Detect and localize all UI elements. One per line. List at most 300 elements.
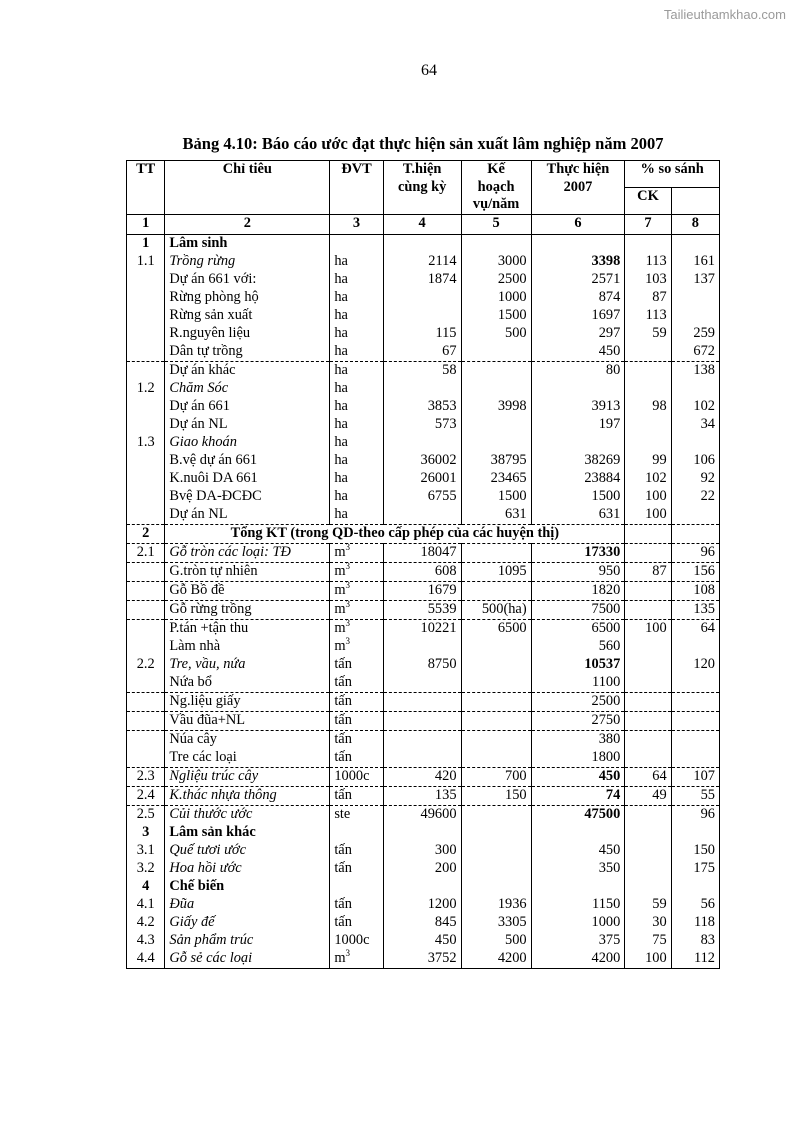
row-tt — [127, 581, 165, 600]
row-tt: 2 — [127, 524, 165, 543]
row-ck: 75 — [625, 932, 671, 950]
row-same-period: 18047 — [383, 543, 461, 562]
row-actual-2007 — [531, 434, 625, 452]
row-indicator: Vầu đũa+NL — [165, 711, 330, 730]
row-unit — [330, 543, 383, 562]
row-plan: 38795 — [461, 452, 531, 470]
row-pct: 137 — [671, 271, 719, 289]
row-unit-sup: 3 — [345, 541, 351, 552]
row-unit-text: m — [334, 637, 346, 654]
row-indicator: Dự án 661 với: — [165, 271, 330, 289]
row-actual-2007: 1697 — [531, 307, 625, 325]
row-indicator: Củi thước ước — [165, 805, 330, 824]
row-unit-text: m — [334, 581, 346, 598]
row-same-period: 3752 — [383, 950, 461, 969]
row-pct — [671, 434, 719, 452]
row-actual-2007 — [531, 380, 625, 398]
col-number: 3 — [330, 214, 383, 234]
row-unit — [330, 488, 383, 506]
col-number: 5 — [461, 214, 531, 234]
row-unit — [330, 674, 383, 693]
header-ke-hoach-line: vụ/năm — [472, 196, 520, 213]
row-unit — [330, 619, 383, 638]
table-row — [127, 271, 720, 289]
row-ck — [625, 543, 671, 562]
row-unit-text: ha — [334, 288, 348, 305]
row-unit-sup: 3 — [345, 579, 351, 590]
row-pct — [671, 692, 719, 711]
row-tt: 3.2 — [127, 860, 165, 878]
row-unit — [330, 656, 383, 674]
row-same-period — [383, 307, 461, 325]
header-chi-tieu: Chỉ tiêu — [165, 161, 330, 215]
row-plan — [461, 656, 531, 674]
row-indicator: Gỗ tròn các loại: TĐ — [165, 543, 330, 562]
table-row — [127, 434, 720, 452]
row-same-period: 135 — [383, 786, 461, 805]
row-tt — [127, 638, 165, 656]
row-ck — [625, 656, 671, 674]
table-row — [127, 805, 720, 824]
row-actual-2007: 560 — [531, 638, 625, 656]
row-actual-2007: 2571 — [531, 271, 625, 289]
row-actual-2007: 10537 — [531, 656, 625, 674]
row-pct: 92 — [671, 470, 719, 488]
row-unit — [330, 600, 383, 619]
row-unit — [330, 805, 383, 824]
table-row — [127, 950, 720, 969]
row-tt — [127, 619, 165, 638]
row-actual-2007: 350 — [531, 860, 625, 878]
row-pct — [671, 506, 719, 525]
row-pct — [671, 824, 719, 842]
table-body — [127, 234, 720, 968]
header-col8 — [671, 187, 719, 214]
table-row — [127, 674, 720, 693]
row-plan — [461, 416, 531, 434]
row-ck — [625, 380, 671, 398]
table-row — [127, 767, 720, 786]
row-tt — [127, 562, 165, 581]
table-row — [127, 524, 720, 543]
row-unit-text: ha — [334, 487, 348, 504]
row-indicator: Đũa — [165, 896, 330, 914]
table-row — [127, 692, 720, 711]
row-actual-2007: 380 — [531, 730, 625, 749]
row-ck — [625, 842, 671, 860]
row-actual-2007: 297 — [531, 325, 625, 343]
row-pct — [671, 638, 719, 656]
row-same-period — [383, 434, 461, 452]
row-pct — [671, 674, 719, 693]
row-tt — [127, 488, 165, 506]
row-ck: 87 — [625, 289, 671, 307]
row-plan: 1936 — [461, 896, 531, 914]
row-plan: 1095 — [461, 562, 531, 581]
row-plan: 700 — [461, 767, 531, 786]
row-ck — [625, 581, 671, 600]
row-unit-sup: 3 — [345, 947, 351, 958]
col-number: 8 — [671, 214, 719, 234]
row-ck — [625, 416, 671, 434]
row-unit-sup: 3 — [345, 635, 351, 646]
row-ck: 102 — [625, 470, 671, 488]
row-indicator: Rừng sản xuất — [165, 307, 330, 325]
row-pct — [671, 711, 719, 730]
row-same-period: 3853 — [383, 398, 461, 416]
header-ke-hoach-line: Kế — [487, 161, 505, 177]
row-pct: 107 — [671, 767, 719, 786]
table-row — [127, 470, 720, 488]
row-unit — [330, 307, 383, 325]
row-same-period: 608 — [383, 562, 461, 581]
row-actual-2007: 1150 — [531, 896, 625, 914]
row-plan: 1500 — [461, 307, 531, 325]
table-caption: Bảng 4.10: Báo cáo ước đạt thực hiện sản xuất lâm nghiệp năm 2007 — [182, 134, 664, 153]
row-plan: 500 — [461, 932, 531, 950]
row-same-period — [383, 674, 461, 693]
row-same-period — [383, 380, 461, 398]
row-ck: 113 — [625, 307, 671, 325]
table-row — [127, 824, 720, 842]
row-ck — [625, 878, 671, 896]
row-unit — [330, 932, 383, 950]
table-row — [127, 730, 720, 749]
row-ck — [625, 749, 671, 768]
row-plan — [461, 730, 531, 749]
row-tt — [127, 749, 165, 768]
row-tt: 4.1 — [127, 896, 165, 914]
row-ck: 87 — [625, 562, 671, 581]
row-actual-2007: 1000 — [531, 914, 625, 932]
row-same-period — [383, 289, 461, 307]
row-unit-text: ha — [334, 379, 348, 396]
row-actual-2007: 6500 — [531, 619, 625, 638]
row-ck: 113 — [625, 253, 671, 271]
row-same-period: 420 — [383, 767, 461, 786]
row-actual-2007: 1820 — [531, 581, 625, 600]
row-same-period: 49600 — [383, 805, 461, 824]
row-actual-2007: 2500 — [531, 692, 625, 711]
row-tt — [127, 600, 165, 619]
row-actual-2007: 197 — [531, 416, 625, 434]
row-unit — [330, 878, 383, 896]
row-tt — [127, 361, 165, 380]
row-indicator: Quế tươi ước — [165, 842, 330, 860]
row-pct — [671, 730, 719, 749]
row-actual-2007: 38269 — [531, 452, 625, 470]
row-unit-text: tấn — [334, 913, 352, 930]
row-same-period: 67 — [383, 343, 461, 362]
row-tt: 3.1 — [127, 842, 165, 860]
row-indicator: B.vệ dự án 661 — [165, 452, 330, 470]
row-unit-text: tấn — [334, 748, 352, 765]
row-unit — [330, 860, 383, 878]
row-same-period: 8750 — [383, 656, 461, 674]
col-number: 2 — [165, 214, 330, 234]
row-tt: 2.2 — [127, 656, 165, 674]
row-actual-2007: 47500 — [531, 805, 625, 824]
row-plan — [461, 234, 531, 253]
row-same-period — [383, 234, 461, 253]
header-ke-hoach — [461, 161, 531, 215]
row-same-period: 1874 — [383, 271, 461, 289]
row-pct: 156 — [671, 562, 719, 581]
row-ck: 59 — [625, 896, 671, 914]
row-indicator: Gỗ Bồ đề — [165, 581, 330, 600]
row-ck — [625, 674, 671, 693]
row-plan: 150 — [461, 786, 531, 805]
row-plan — [461, 434, 531, 452]
row-ck — [625, 860, 671, 878]
row-plan: 4200 — [461, 950, 531, 969]
row-plan: 500(ha) — [461, 600, 531, 619]
table-row — [127, 289, 720, 307]
row-plan: 1500 — [461, 488, 531, 506]
row-tt: 2.1 — [127, 543, 165, 562]
row-actual-2007: 450 — [531, 842, 625, 860]
row-plan — [461, 380, 531, 398]
row-tt — [127, 398, 165, 416]
row-unit-text: ste — [334, 805, 351, 822]
row-pct: 150 — [671, 842, 719, 860]
row-ck: 100 — [625, 950, 671, 969]
row-same-period — [383, 506, 461, 525]
table-row — [127, 749, 720, 768]
row-unit-text: tấn — [334, 786, 352, 803]
table-row — [127, 842, 720, 860]
page-number: 64 — [421, 62, 437, 79]
row-unit — [330, 786, 383, 805]
row-pct: 83 — [671, 932, 719, 950]
row-ck — [625, 600, 671, 619]
row-same-period: 26001 — [383, 470, 461, 488]
header-tt: TT — [127, 161, 165, 215]
row-indicator: Giao khoán — [165, 434, 330, 452]
row-ck: 103 — [625, 271, 671, 289]
row-same-period: 300 — [383, 842, 461, 860]
row-actual-2007: 17330 — [531, 543, 625, 562]
row-plan — [461, 674, 531, 693]
row-tt: 1 — [127, 234, 165, 253]
row-unit — [330, 398, 383, 416]
table-row — [127, 543, 720, 562]
row-ck: 49 — [625, 786, 671, 805]
row-same-period: 115 — [383, 325, 461, 343]
table-row — [127, 786, 720, 805]
row-actual-2007: 1100 — [531, 674, 625, 693]
row-same-period: 200 — [383, 860, 461, 878]
row-pct: 175 — [671, 860, 719, 878]
row-plan: 1000 — [461, 289, 531, 307]
row-pct — [671, 749, 719, 768]
row-unit-text: tấn — [334, 711, 352, 728]
row-unit-text: ha — [334, 324, 348, 341]
row-unit-text: ha — [334, 342, 348, 359]
row-unit-text: ha — [334, 433, 348, 450]
row-unit — [330, 947, 383, 969]
row-actual-2007: 3398 — [531, 253, 625, 271]
row-pct — [671, 307, 719, 325]
row-unit-text: tấn — [334, 673, 352, 690]
row-indicator: Gỗ rừng trồng — [165, 600, 330, 619]
row-unit — [330, 361, 383, 380]
row-indicator: K.nuôi DA 661 — [165, 470, 330, 488]
table-row — [127, 398, 720, 416]
header-ck: CK — [625, 187, 671, 214]
row-ck — [625, 692, 671, 711]
table-row — [127, 506, 720, 525]
row-tt — [127, 452, 165, 470]
row-unit-text: ha — [334, 469, 348, 486]
row-ck: 100 — [625, 506, 671, 525]
row-actual-2007: 450 — [531, 767, 625, 786]
row-indicator: Rừng phòng hộ — [165, 289, 330, 307]
row-indicator: Bvệ DA-ĐCĐC — [165, 488, 330, 506]
row-pct: 118 — [671, 914, 719, 932]
row-plan — [461, 692, 531, 711]
row-plan — [461, 581, 531, 600]
row-plan — [461, 824, 531, 842]
row-actual-2007: 74 — [531, 786, 625, 805]
row-unit — [330, 914, 383, 932]
row-unit — [330, 767, 383, 786]
row-unit — [330, 325, 383, 343]
row-pct: 34 — [671, 416, 719, 434]
row-same-period: 58 — [383, 361, 461, 380]
row-unit — [330, 416, 383, 434]
row-pct: 135 — [671, 600, 719, 619]
row-unit-text: tấn — [334, 841, 352, 858]
table-row — [127, 581, 720, 600]
row-unit-text: ha — [334, 397, 348, 414]
row-unit — [330, 452, 383, 470]
row-indicator: Lâm sản khác — [165, 824, 330, 842]
row-pct: 64 — [671, 619, 719, 638]
row-indicator: Ng.liệu giấy — [165, 692, 330, 711]
row-ck: 99 — [625, 452, 671, 470]
row-tt: 1.1 — [127, 253, 165, 271]
table-row — [127, 253, 720, 271]
row-plan — [461, 543, 531, 562]
row-indicator: Dự án NL — [165, 416, 330, 434]
header-thien — [383, 161, 461, 215]
row-same-period — [383, 749, 461, 768]
row-plan — [461, 711, 531, 730]
row-tt: 2.5 — [127, 805, 165, 824]
row-ck: 59 — [625, 325, 671, 343]
row-tt — [127, 730, 165, 749]
col-number: 6 — [531, 214, 625, 234]
row-indicator: R.nguyên liệu — [165, 325, 330, 343]
header-thuc-hien-line: Thực hiện — [546, 161, 610, 177]
table-row — [127, 307, 720, 325]
row-indicator: Dự án khác — [165, 361, 330, 380]
row-actual-2007 — [531, 878, 625, 896]
row-pct: 120 — [671, 656, 719, 674]
row-pct: 102 — [671, 398, 719, 416]
row-same-period: 6755 — [383, 488, 461, 506]
header-ke-hoach-line: hoạch — [477, 178, 515, 195]
row-unit-text: tấn — [334, 655, 352, 672]
row-indicator: Giấy đế — [165, 914, 330, 932]
row-indicator: Tre các loại — [165, 749, 330, 768]
row-unit-text: m — [334, 543, 346, 560]
row-indicator: Gỗ sẻ các loại — [165, 950, 330, 969]
row-pct — [671, 289, 719, 307]
row-plan — [461, 749, 531, 768]
row-ck: 100 — [625, 488, 671, 506]
row-unit — [330, 253, 383, 271]
row-tt — [127, 416, 165, 434]
row-ck: 98 — [625, 398, 671, 416]
table-row — [127, 416, 720, 434]
row-same-period: 10221 — [383, 619, 461, 638]
row-plan — [461, 805, 531, 824]
row-same-period: 2114 — [383, 253, 461, 271]
row-indicator: Núa cây — [165, 730, 330, 749]
row-actual-2007: 950 — [531, 562, 625, 581]
row-ck — [625, 824, 671, 842]
row-unit-sup: 3 — [345, 560, 351, 571]
watermark: Tailieuthamkhao.com — [663, 7, 786, 22]
row-actual-2007: 1800 — [531, 749, 625, 768]
header-thuc-hien — [531, 161, 625, 215]
row-tt — [127, 674, 165, 693]
row-plan: 6500 — [461, 619, 531, 638]
row-tt: 3 — [127, 824, 165, 842]
row-tt — [127, 692, 165, 711]
col-number: 7 — [625, 214, 671, 234]
row-pct — [671, 234, 719, 253]
row-ck: 100 — [625, 619, 671, 638]
row-pct — [671, 380, 719, 398]
row-plan — [461, 878, 531, 896]
row-same-period: 5539 — [383, 600, 461, 619]
row-tt: 2.3 — [127, 767, 165, 786]
row-unit-text: m — [334, 562, 346, 579]
row-pct — [671, 524, 719, 543]
header-so-sanh: % so sánh — [625, 161, 720, 188]
table-row — [127, 452, 720, 470]
row-unit — [330, 506, 383, 525]
table-row — [127, 914, 720, 932]
row-plan: 2500 — [461, 271, 531, 289]
row-plan: 3305 — [461, 914, 531, 932]
row-same-period — [383, 638, 461, 656]
row-plan: 3998 — [461, 398, 531, 416]
row-pct: 56 — [671, 896, 719, 914]
row-pct: 22 — [671, 488, 719, 506]
row-indicator: Làm nhà — [165, 638, 330, 656]
row-same-period: 845 — [383, 914, 461, 932]
row-same-period: 36002 — [383, 452, 461, 470]
row-unit-sup: 3 — [345, 598, 351, 609]
row-tt: 1.3 — [127, 434, 165, 452]
row-unit-text: m — [334, 619, 346, 636]
row-indicator: Ngliệu trúc cây — [165, 767, 330, 786]
row-actual-2007: 874 — [531, 289, 625, 307]
row-indicator: Dự án 661 — [165, 398, 330, 416]
row-ck — [625, 343, 671, 362]
row-ck — [625, 361, 671, 380]
row-actual-2007: 1500 — [531, 488, 625, 506]
row-unit-text: tấn — [334, 730, 352, 747]
row-pct: 108 — [671, 581, 719, 600]
table-row — [127, 932, 720, 950]
row-same-period — [383, 878, 461, 896]
row-actual-2007: 4200 — [531, 950, 625, 969]
